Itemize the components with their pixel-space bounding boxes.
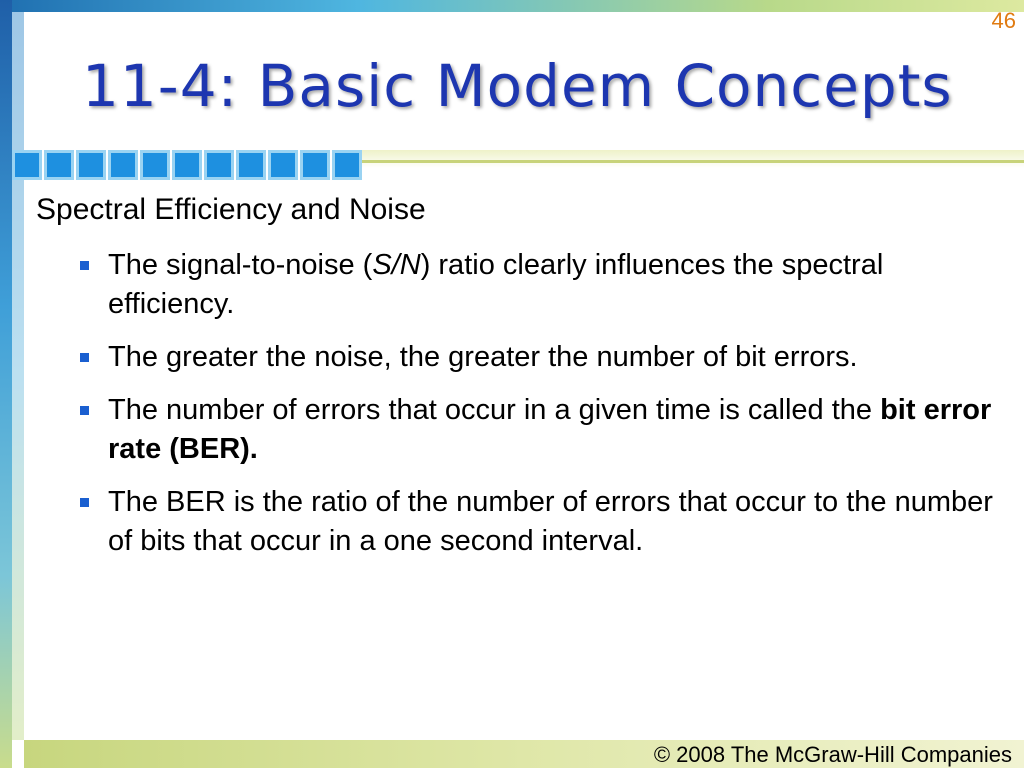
bullet-text: The BER is the ratio of the number of errors that occur to the number of bits that occur in a one second interval. <box>108 486 993 557</box>
decorative-square <box>76 150 106 180</box>
bullet-text-pre: The number of errors that occur in a given time is called the <box>108 394 881 426</box>
square-bullet-icon <box>80 406 89 415</box>
decorative-square <box>204 150 234 180</box>
frame-top-bar <box>0 0 1024 12</box>
decorative-square <box>140 150 170 180</box>
decorative-square <box>332 150 362 180</box>
bullet-text-pre: The signal-to-noise ( <box>108 249 373 281</box>
decorative-squares <box>12 150 364 180</box>
bullet-list <box>78 246 998 575</box>
decorative-square <box>268 150 298 180</box>
bullet-text-italic: S/N <box>372 249 421 281</box>
title-rule-line <box>362 160 1024 163</box>
decorative-square <box>12 150 42 180</box>
decorative-square <box>300 150 330 180</box>
decorative-square <box>44 150 74 180</box>
square-bullet-icon <box>80 353 89 362</box>
square-bullet-icon <box>80 498 89 507</box>
frame-left-bar <box>0 0 12 768</box>
slide-number: 46 <box>991 8 1016 33</box>
bullet-item <box>78 483 998 561</box>
bullet-text: The greater the noise, the greater the number of bit errors. <box>108 341 858 373</box>
decorative-square <box>172 150 202 180</box>
square-bullet-icon <box>80 261 89 270</box>
decorative-square <box>108 150 138 180</box>
copyright-footer: © 2008 The McGraw-Hill Companies <box>653 742 1012 767</box>
bullet-text-bold: bit error rate (BER). <box>108 394 992 465</box>
section-heading: Spectral Efficiency and Noise <box>36 193 426 226</box>
slide-title: 11-4: Basic Modem Concepts <box>82 52 953 120</box>
bullet-text-post: ) ratio clearly influences the spectral efficiency. <box>108 249 884 320</box>
title-rule-band <box>362 150 1024 180</box>
frame-left-inner-bar <box>12 12 24 740</box>
bullet-item <box>78 338 998 377</box>
bullet-item <box>78 391 998 469</box>
bullet-item <box>78 246 998 324</box>
decorative-square <box>236 150 266 180</box>
